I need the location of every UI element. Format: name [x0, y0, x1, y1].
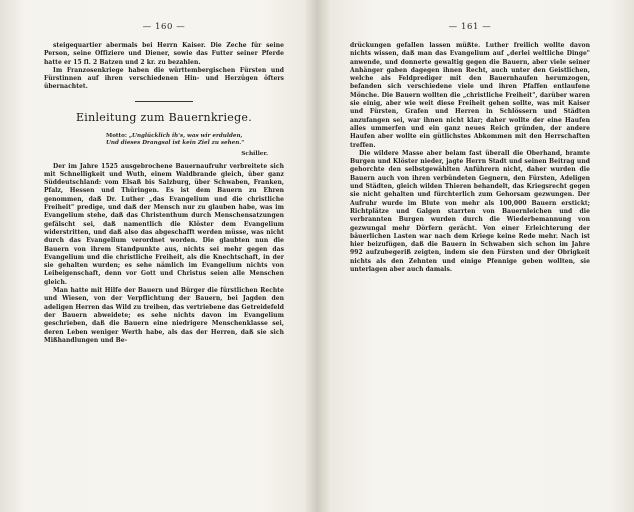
page-number-left: — 160 — — [142, 22, 186, 32]
motto-label: Motto: — [106, 132, 127, 139]
paragraph: Der im Jahre 1525 ausgebrochene Bauernaufruhr verbreitete sich mit Schnelligkeit und Wuth, einem Waldbrande gleich, über ganz Süddeutschland: vom Elsaß bis Salzburg, über Schwaben, Franken, Pfalz, Hessen und Thüringen. Es ist dem Bauern zu Ehren genommen, daß Dr. Luther „das Evangelium und die christliche Freiheit" predige, und daß der Mensch nur zu glauben habe, was im Evangelium stehe, daß das Christenthum durch Menschensatzungen gefälscht sei, daß namentlich die Klöster dem Evangelium widerstritten, und daß also das abgeschafft werden müsse, was nicht durch das Evangelium verordnet worden. Die glaubten nun die Bauern von ihrem Standpunkte aus, nichts sei mehr gegen das Evangelium und die christliche Freiheit, als die Knechtschaft, in der sie gehalten wurden; es sehe nämlich im Evangelium nichts von Leibeigenschaft, denn vor Gott und Christus seien alle Menschen gleich. — [44, 162, 284, 286]
motto-attribution: Schiller. — [241, 150, 268, 157]
section-divider — [135, 101, 193, 102]
paragraph: Im Franzosenkriege haben die württembergischen Fürsten und Fürstinnen auf ihren verschiedenen Hin- und Herzügen öfters übernachtet. — [44, 66, 284, 91]
paragraph: Man hatte mit Hilfe der Bauern und Bürger die fürstlichen Rechte und Wiesen, von der Verpflichtung der Bauern, bei Jagden den adeligen Herren das Wild zu treiben, das vertriebene das Getreidefeld der Bauern abweidete; es sehe nichts davon im Evangelium geschrieben, daß die Bauern eine niedrigere Menschenklasse sei, deren Leben weniger Werth habe, als das der Herren, daß sie sich Mißhandlungen und Be- — [44, 287, 284, 344]
motto-line: Und dieses Drangsal ist kein Ziel zu sehen." — [106, 140, 245, 147]
paragraph: steigequartier abermals bei Herrn Kaiser. Die Zeche für seine Person, seine Offiziere und Diener, sowie das Futter seiner Pferde hatte er 15 fl. 2 Batzen und 2 kr. zu bezahlen. — [44, 42, 284, 66]
book-gutter — [305, 0, 329, 512]
motto-block — [44, 133, 284, 148]
page-number-right: — 161 — — [448, 22, 492, 32]
paragraph: Die wildere Masse aber belam fast überall die Oberhand, bramte Burgen und Klöster nieder, jagte Herrn Stadt und seinen Beitrag und gehorchte den selbstgewählten Anführern nicht, daher wurden die Bauern auch von ihren verbündeten Gegnern, den Fürsten, Adeligen und Städten, gleich wilden Thieren behandelt, das Kriegsrecht gegen sie nicht gehalten und fürchterlich zum Gehorsam gezwungen. Der Aufruhr wurde im Blute von mehr als 100,000 Bauern erstickt; Richtplätze und Galgen starrten von Bauernleichen und die verbrannten Burgen wurden durch die Wiederbemannung von gezwungal mehr Dörfern gerächt. Von einer Erleichterung der bäuerlichen Lasten war nach dem Kriege keine Rede mehr. Nach ist hier beizufügen, daß die Bauern in Schwaben sich schon im Jahre 992 aufzubegeriß zeigten, indem sie den Fürsten und der Obrigkeit nichts als den Zehnten und einige Pfennige geben wollten, sie unterlagen aber auch damals. — [350, 149, 590, 274]
paragraph: drückungen gefallen lassen müßte. Luther freilich wollte davon nichts wissen, daß man das Evangelium auf „derlei weltliche Dinge" anwende, und donnerte gewaltig gegen die Bauern, aber viele seiner Anhänger gaben dagegen ihnen Recht, auch unter den Geistlichen, welche als Feldprediger mit den Bauernhaufen herumzogen, befanden sich verschiedene viele und ihren Pfaffen entlaufene Mönche. Die Bauern wollten die „christliche Freiheit", darüber waren sie einig, aber wie weit diese Freiheit gehen sollte, was mit Kaiser und Fürsten, Grafen und Herren in Schlössern und Städten anzufangen sei, war ihnen nicht klar; daher wollte der eine Haufen alles ummerfen und ein ganz neues Reich gründen, der andere Haufen aber wollte ein gütlichstes Abkommen mit den Herrschaften treffen. — [350, 42, 590, 149]
left-page-text-column — [44, 22, 284, 490]
section-title: Einleitung zum Bauernkriege. — [75, 110, 253, 124]
motto-line: „Unglücklich ih's, was wir erdulden, — [128, 132, 243, 139]
right-page-text-column — [350, 22, 590, 490]
